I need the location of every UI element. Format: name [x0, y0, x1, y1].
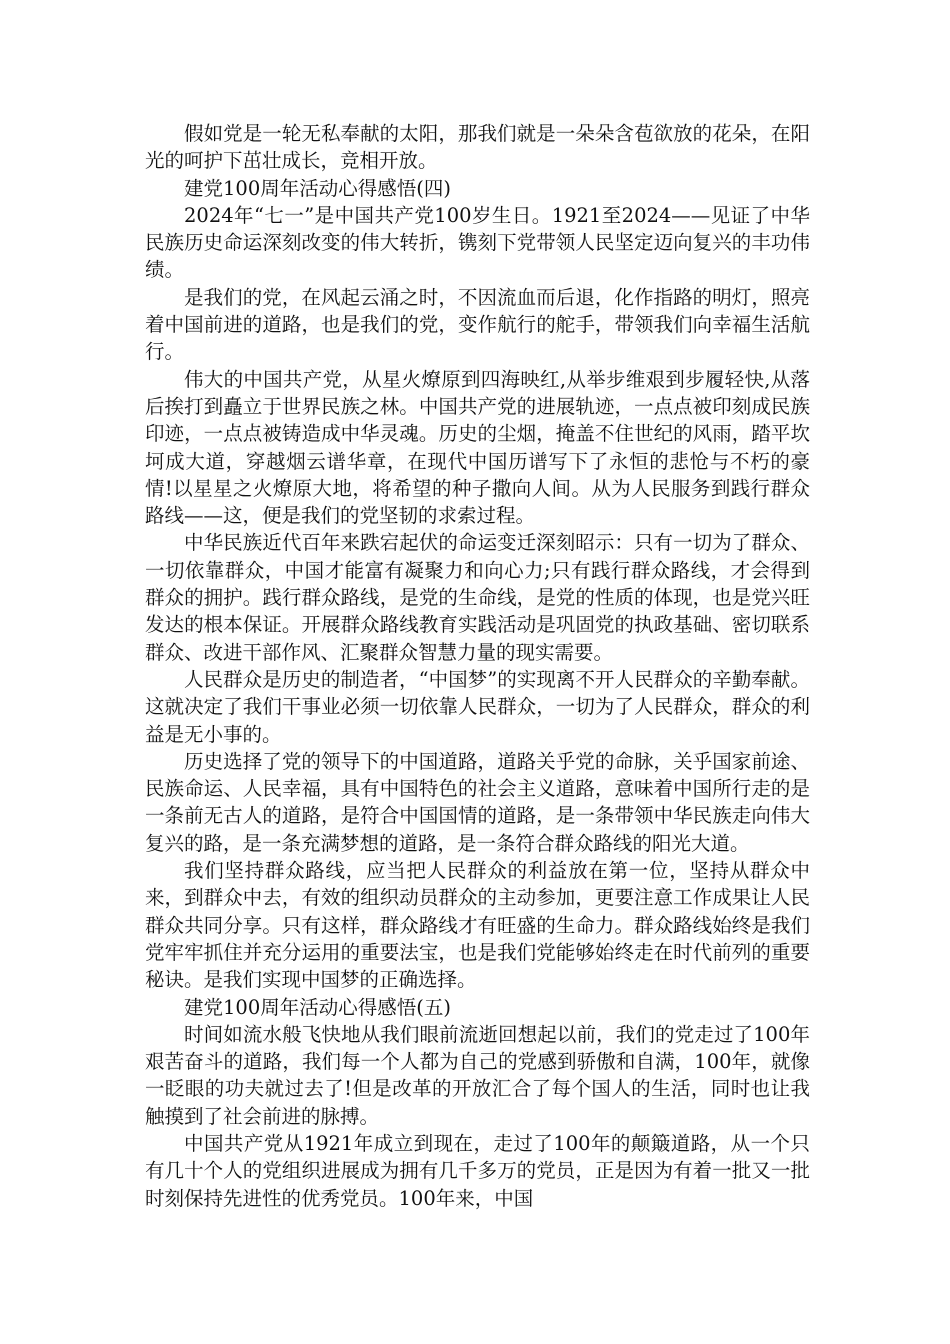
paragraph: 是我们的党，在风起云涌之时，不因流血而后退，化作指路的明灯，照亮着中国前进的道路，也是我们的党，变作航行的舵手，带领我们向幸福生活航行。	[145, 285, 810, 364]
paragraph: 假如党是一轮无私奉献的太阳，那我们就是一朵朵含苞欲放的花朵，在阳光的呵护下茁壮成长，竞相开放。	[145, 122, 810, 173]
paragraph: 我们坚持群众路线，应当把人民群众的利益放在第一位，坚持从群众中来，到群众中去，有效的组织动员群众的主动参加，更要注意工作成果让人民群众共同分享。只有这样，群众路线才有旺盛的生命力。群众路线始终是我们党牢牢抓住并充分运用的重要法宝，也是我们党能够始终走在时代前列的重要秘诀。是我们实现中国梦的正确选择。	[145, 859, 810, 992]
section-heading-4: 建党100周年活动心得感悟(四)	[184, 176, 451, 200]
section-heading-5: 建党100周年活动心得感悟(五)	[184, 995, 451, 1019]
paragraph: 人民群众是历史的制造者，“中国梦”的实现离不开人民群众的辛勤奉献。这就决定了我们干事业必须一切依靠人民群众，一切为了人民群众，群众的利益是无小事的。	[145, 667, 810, 746]
document-body	[145, 120, 810, 1212]
paragraph: 中华民族近代百年来跌宕起伏的命运变迁深刻昭示：只有一切为了群众、一切依靠群众，中国才能富有凝聚力和向心力;只有践行群众路线，才会得到群众的拥护。践行群众路线，是党的生命线，是党的性质的体现，也是党兴旺发达的根本保证。开展群众路线教育实践活动是巩固党的执政基础、密切联系群众、改进干部作风、汇聚群众智慧力量的现实需要。	[145, 531, 810, 664]
paragraph: 历史选择了党的领导下的中国道路，道路关乎党的命脉，关乎国家前途、民族命运、人民幸福，具有中国特色的社会主义道路，意味着中国所行走的是一条前无古人的道路，是符合中国国情的道路，是一条带领中华民族走向伟大复兴的路，是一条充满梦想的道路，是一条符合群众路线的阳光大道。	[145, 749, 810, 855]
paragraph: 伟大的中国共产党，从星火燎原到四海映红,从举步维艰到步履轻快,从落后挨打到矗立于世界民族之林。中国共产党的进展轨迹，一点点被印刻成民族印迹，一点点被铸造成中华灵魂。历史的尘烟，掩盖不住世纪的风雨，踏平坎坷成大道，穿越烟云谱华章，在现代中国历谱写下了永恒的悲怆与不朽的豪情!以星星之火燎原大地，将希望的种子撒向人间。从为人民服务到践行群众路线——这，便是我们的党坚韧的求索过程。	[145, 367, 810, 528]
paragraph: 2024年“七一”是中国共产党100岁生日。1921至2024——见证了中华民族历史命运深刻改变的伟大转折，镌刻下党带领人民坚定迈向复兴的丰功伟绩。	[145, 203, 810, 282]
paragraph: 时间如流水般飞快地从我们眼前流逝回想起以前，我们的党走过了100年艰苦奋斗的道路，我们每一个人都为自己的党感到骄傲和自满，100年，就像一眨眼的功夫就过去了!但是改革的开放汇合了每个国人的生活，同时也让我触摸到了社会前进的脉搏。	[145, 1022, 810, 1128]
paragraph: 中国共产党从1921年成立到现在，走过了100年的颠簸道路，从一个只有几十个人的党组织进展成为拥有几千多万的党员，正是因为有着一批又一批时刻保持先进性的优秀党员。100年来，中国	[145, 1131, 810, 1210]
